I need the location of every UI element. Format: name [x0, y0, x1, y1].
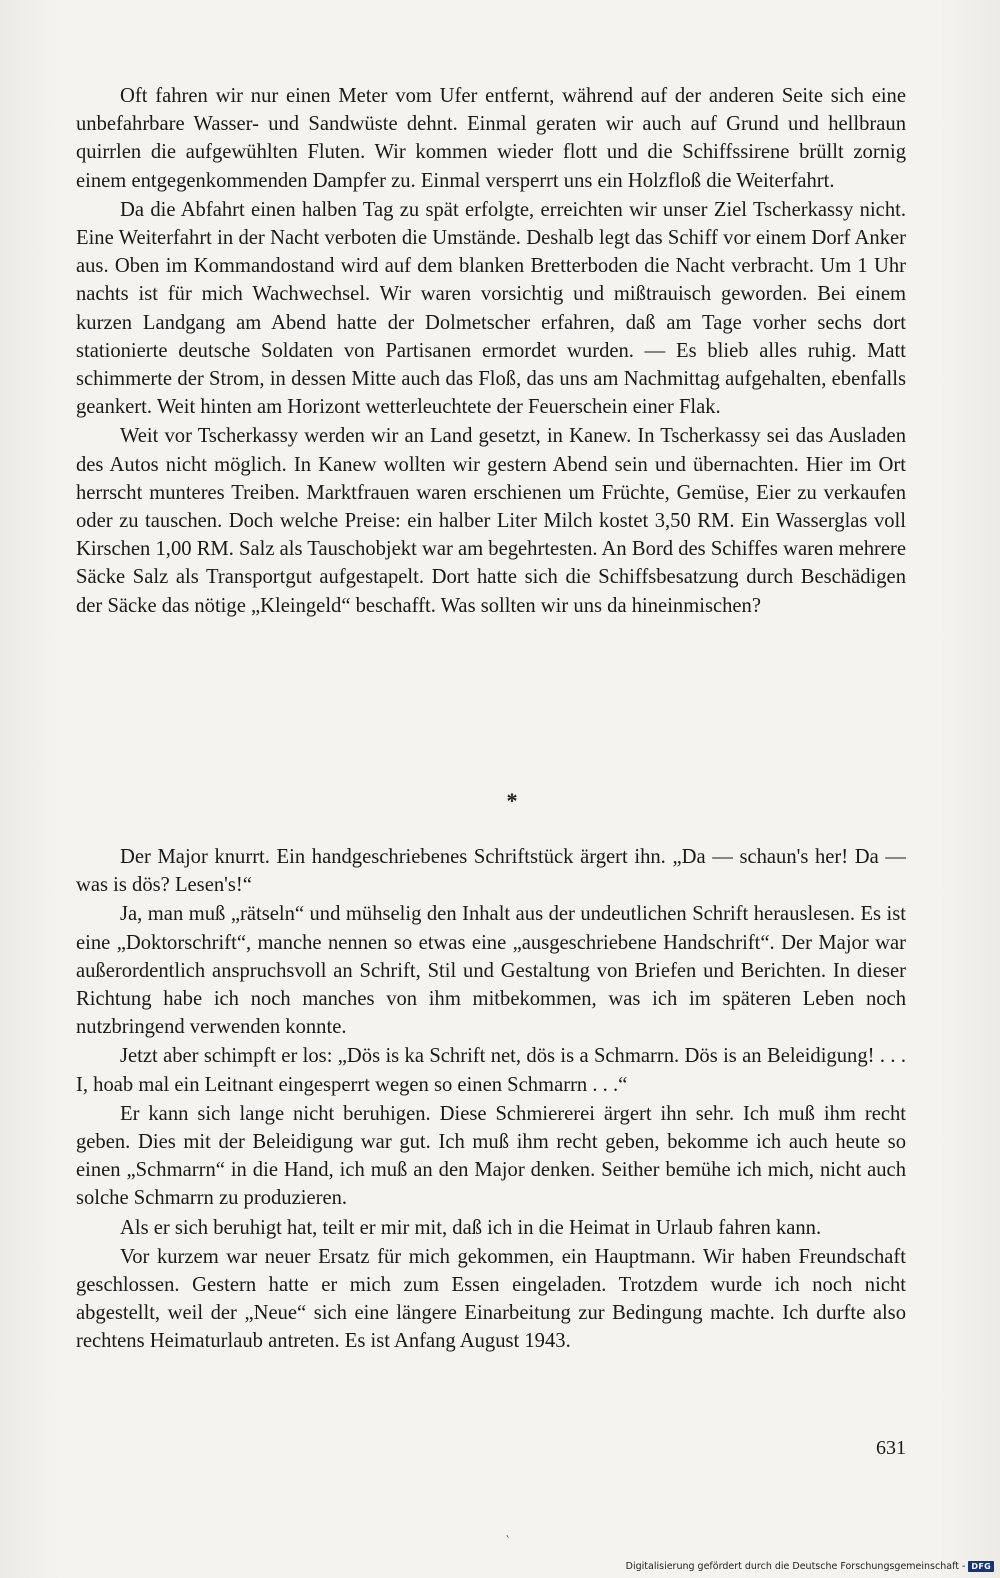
page-number: 631	[876, 1437, 906, 1459]
paragraph: Der Major knurrt. Ein handgeschriebenes Schriftstück ärgert ihn. „Da — schaun's her! Da — was is dös? Lesen's!“	[76, 846, 906, 897]
body-text-section-2	[76, 843, 906, 1357]
paragraph: Vor kurzem war neuer Ersatz für mich gekommen, ein Hauptmann. Wir haben Freundschaft geschlossen. Gestern hatte er mich zum Essen eingeladen. Trotzdem wurde ich noch nicht abgestellt, weil der „Neue“ sich eine längere Einarbeitung zur Bedingung machte. Ich durfte also rechtens Heimaturlaub antreten. Es ist Anfang August 1943.	[76, 1245, 906, 1353]
paragraph: Oft fahren wir nur einen Meter vom Ufer entfernt, während auf der anderen Seite sich eine unbefahrbare Wasser- und Sandwüste dehnt. Einmal geraten wir auch auf Grund und hellbraun quirrlen die aufgewühlten Fluten. Wir kommen wieder flott und die Schiffssirene brüllt zornig einem entgegenkommenden Dampfer zu. Einmal versperrt uns ein Holzfloß die Weiterfahrt.	[76, 85, 906, 192]
section-separator-asterisk: *	[506, 788, 518, 813]
paragraph: Er kann sich lange nicht beruhigen. Diese Schmiererei ärgert ihn sehr. Ich muß ihm recht geben. Dies mit der Beleidigung war gut. Ich muß ihm recht geben, bekomme ich auch heute so einen „Schmarrn“ in die Hand, ich muß an den Major denken. Seither bemühe ich mich, nicht auch solche Schmarrn zu produzieren.	[76, 1102, 906, 1210]
footer-text: Digitalisierung gefördert durch die Deutsche Forschungsgemeinschaft -	[625, 1560, 966, 1572]
dfg-logo-icon: DFG	[968, 1561, 994, 1572]
paragraph: Ja, man muß „rätseln“ und mühselig den Inhalt aus der undeutlichen Schrift herauslesen. Es ist eine „Doktorschrift“, manche nennen so etwas eine „ausgeschriebene Handschrift“. Der Major war außerordentlich anspruchsvoll an Schrift, Stil und Gestaltung von Briefen und Berichten. In dieser Richtung habe ich noch manches von ihm mitbekommen, was ich im späteren Leben noch nutzbringend verwenden konnte.	[76, 903, 906, 1039]
body-text-section-1	[76, 82, 906, 621]
stray-mark: ˏ	[504, 1523, 515, 1540]
digitization-footer	[626, 1557, 994, 1575]
paragraph: Da die Abfahrt einen halben Tag zu spät erfolgte, erreichten wir unser Ziel Tscherkassy nicht. Eine Weiterfahrt in der Nacht verboten die Umstände. Deshalb legt das Schiff vor einem Dorf Anker aus. Oben im Kommandostand wird auf dem blanken Bretterboden die Nacht verbracht. Um 1 Uhr nachts ist für mich Wachwechsel. Wir waren vorsichtig und mißtrauisch geworden. Bei einem kurzen Landgang am Abend hatte der Dolmetscher erfahren, daß am Tage vorher sechs dort stationierte deutsche Soldaten von Partisanen ermordet wurden. — Es blieb alles ruhig. Matt schimmerte der Strom, in dessen Mitte auch das Floß, das uns am Nachmittag aufgehalten, ebenfalls geankert. Weit hinten am Horizont wetterleuchtete der Feuerschein einer Flak.	[76, 198, 906, 419]
paragraph: Als er sich beruhigt hat, teilt er mir mit, daß ich in die Heimat in Urlaub fahren kann.	[120, 1216, 822, 1239]
paragraph: Weit vor Tscherkassy werden wir an Land gesetzt, in Kanew. In Tscherkassy sei das Ausladen des Autos nicht möglich. In Kanew wollten wir gestern Abend sein und übernachten. Hier im Ort herrscht munteres Treiben. Marktfrauen waren erschienen um Früchte, Gemüse, Eier zu verkaufen oder zu tauschen. Doch welche Preise: ein halber Liter Milch kostet 3,50 RM. Ein Wasserglas voll Kirschen 1,00 RM. Salz als Tauschobjekt war am begehrtesten. An Bord des Schiffes waren mehrere Säcke Salz als Transportgut aufgestapelt. Dort hatte sich die Schiffsbesatzung durch Beschädigen der Säcke das nötige „Kleingeld“ beschafft. Was sollten wir uns da hineinmischen?	[76, 425, 906, 617]
paragraph: Jetzt aber schimpft er los: „Dös is ka Schrift net, dös is a Schmarrn. Dös is an Beleidigung! . . . I, hoab mal ein Leitnant eingesperrt wegen so einen Schmarrn . . .“	[76, 1045, 906, 1096]
